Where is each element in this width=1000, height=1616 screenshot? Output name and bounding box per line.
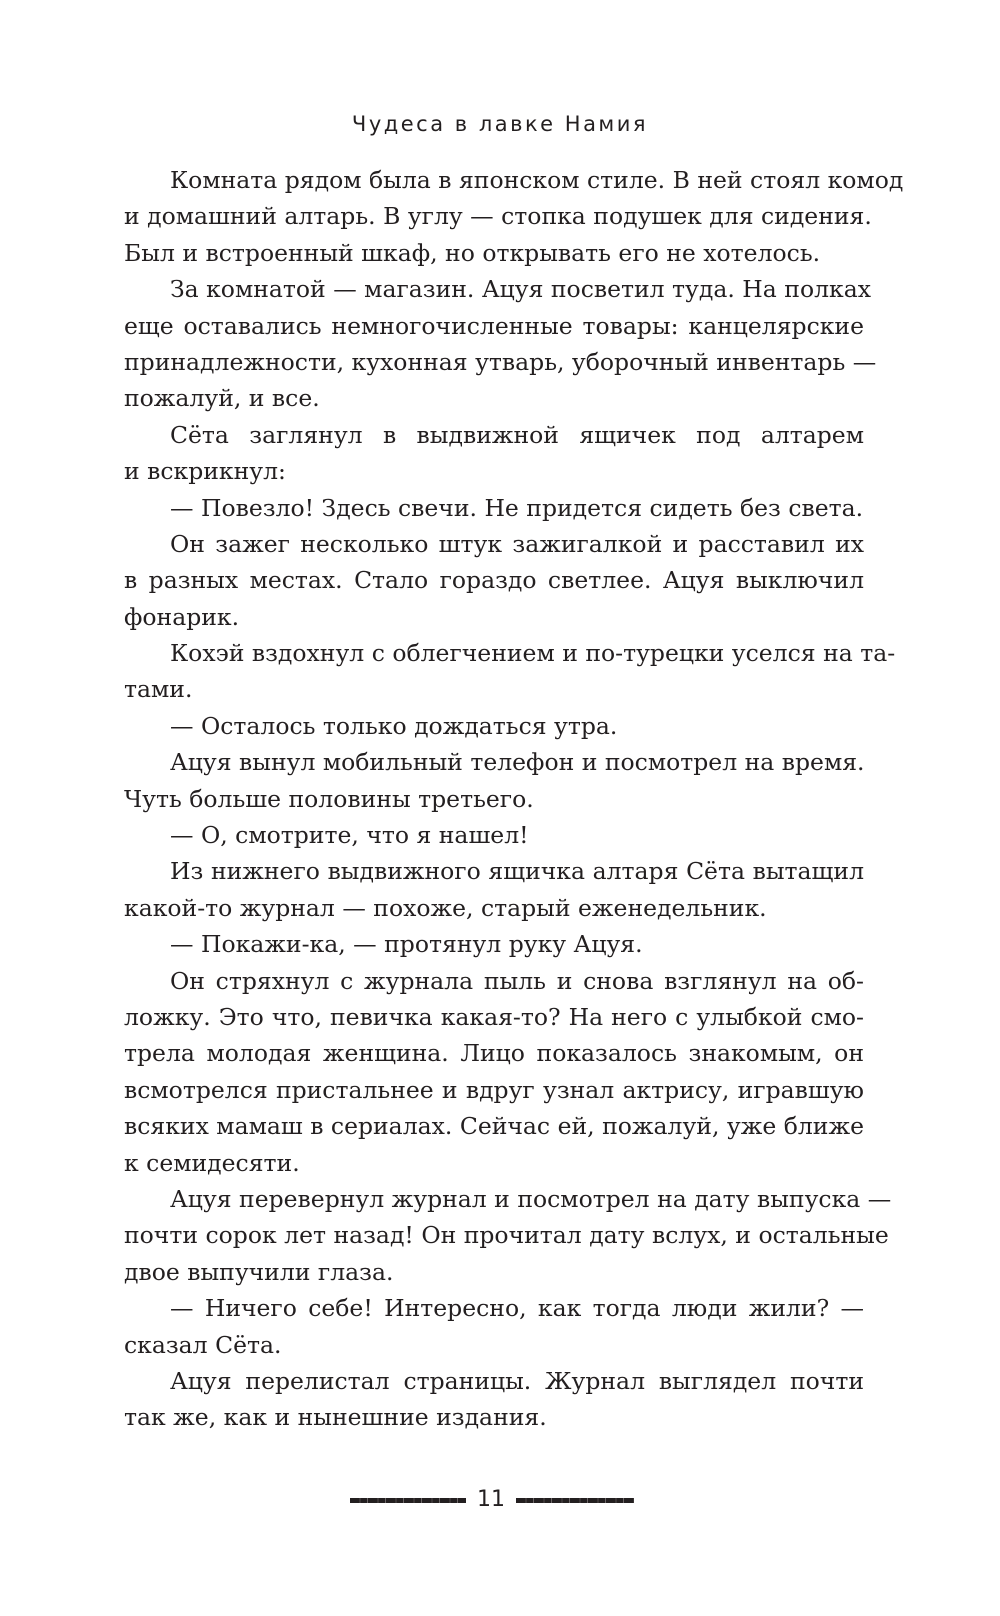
body-text [124,162,904,1436]
text-line: Чуть больше половины третьего. [124,784,534,813]
text-line: пожалуй, и все. [124,384,320,413]
text-line: и вскрикнул: [124,457,286,486]
page-footer [0,1485,1000,1515]
text-line: какой-то журнал — похоже, старый еженедельник. [124,893,767,922]
text-line: — Повезло! Здесь свечи. Не придется сидеть без света. [170,493,864,522]
text-line: Был и встроенный шкаф, но открывать его не хотелось. [124,238,821,267]
text-line: Ацуя перевернул журнал и посмотрел на дату выпуска — [170,1184,892,1213]
running-head: Чудеса в лавке Намия [351,112,649,136]
text-line: Ацуя вынул мобильный телефон и посмотрел на время. [170,748,865,777]
text-line: к семидесяти. [124,1148,300,1177]
text-line: принадлежности, кухонная утварь, уборочный инвентарь — [124,347,877,376]
footer-rule-left [350,1498,466,1503]
text-line: — Ничего себе! Интересно, как тогда люди жили? — [170,1294,864,1323]
text-line: фонарик. [124,602,240,631]
text-line: сказал Сёта. [124,1330,282,1359]
text-line: и домашний алтарь. В углу — стопка подушек для сидения. [124,202,872,231]
footer-rule-right [516,1498,634,1503]
page-number: 11 [477,1487,505,1512]
text-line: — Покажи-ка, — протянул руку Ацуя. [170,930,643,959]
text-line: всмотрелся пристальнее и вдруг узнал актрису, игравшую [124,1075,864,1104]
text-line: Кохэй вздохнул с облегчением и по-турецки уселся на та- [170,639,896,668]
text-line: двое выпучили глаза. [124,1257,394,1286]
text-line: ложку. Это что, певичка какая-то? На него с улыбкой смо- [124,1002,864,1031]
text-line: еще оставались немногочисленные товары: канцелярские [124,311,864,340]
text-line: тами. [124,675,193,704]
text-line: Из нижнего выдвижного ящичка алтаря Сёта вытащил [170,857,864,886]
text-line: Комната рядом была в японском стиле. В ней стоял комод [170,166,904,194]
text-line: всяких мамаш в сериалах. Сейчас ей, пожалуй, уже ближе [124,1112,864,1141]
text-line: — Осталось только дождаться утра. [170,711,618,740]
text-line: в разных местах. Стало гораздо светлее. Ацуя выключил [124,566,864,595]
text-line: Он зажег несколько штук зажигалкой и расставил их [170,529,864,558]
text-line: Ацуя перелистал страницы. Журнал выглядел почти [170,1366,864,1395]
text-line: Сёта заглянул в выдвижной ящичек под алтарем [170,420,864,449]
text-line: Он стряхнул с журнала пыль и снова взглянул на об- [170,966,864,995]
text-line: — О, смотрите, что я нашел! [170,821,529,850]
text-line: За комнатой — магазин. Ацуя посветил туда. На полках [170,275,871,304]
text-line: трела молодая женщина. Лицо показалось знакомым, он [124,1039,864,1068]
text-line: так же, как и нынешние издания. [124,1403,547,1432]
text-line: почти сорок лет назад! Он прочитал дату вслух, и остальные [124,1221,889,1250]
